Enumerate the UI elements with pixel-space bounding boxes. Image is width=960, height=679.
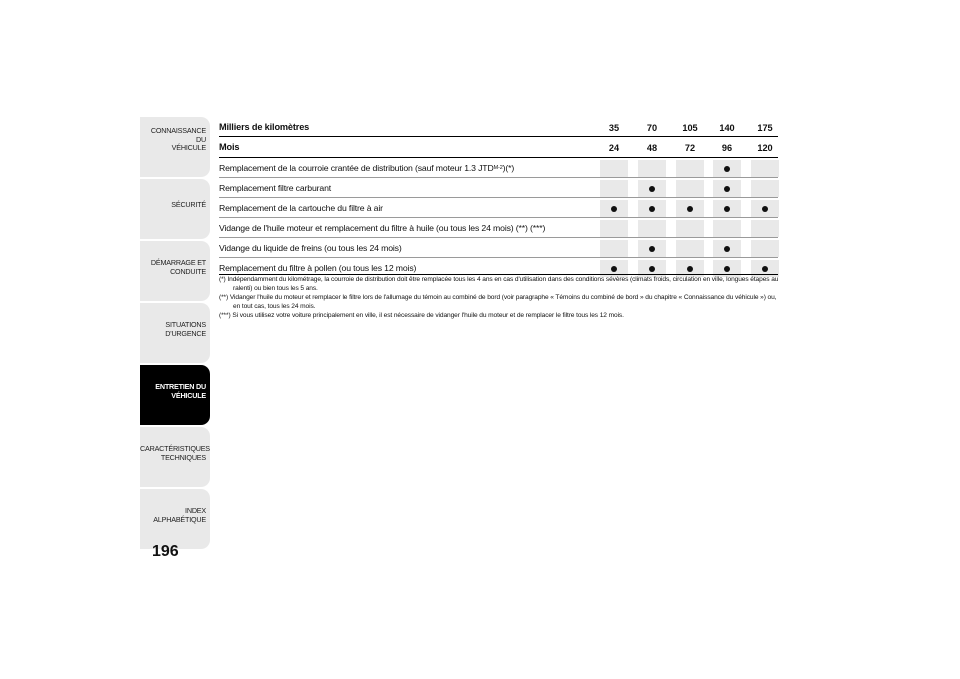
operation-label (219, 198, 599, 218)
table-row (219, 197, 778, 217)
schedule-cell (713, 240, 741, 257)
tab-label: CARACTÉRISTIQUES TECHNIQUES (140, 444, 210, 462)
scheduled-dot-icon (649, 246, 655, 252)
schedule-cell (638, 240, 666, 257)
operation-label-text: Remplacement du filtre à pollen (ou tous les 12 mois) (219, 263, 417, 273)
tab-connaissance-du-vehicule[interactable] (140, 117, 210, 177)
operation-label (219, 258, 599, 278)
schedule-cell (751, 200, 779, 217)
scheduled-dot-icon (687, 266, 693, 272)
scheduled-dot-icon (762, 206, 768, 212)
tab-securite[interactable] (140, 179, 210, 239)
km-value: 175 (757, 122, 773, 133)
schedule-cell (751, 220, 779, 237)
maintenance-table (219, 117, 778, 277)
schedule-cell (638, 180, 666, 197)
schedule-cell (751, 160, 779, 177)
schedule-cell (713, 180, 741, 197)
operation-label (219, 218, 599, 238)
scheduled-dot-icon (724, 166, 730, 172)
schedule-cell (638, 200, 666, 217)
operation-label (219, 178, 599, 198)
tab-index-alphabetique[interactable] (140, 489, 210, 549)
table-row (219, 217, 778, 237)
km-value: 70 (646, 122, 658, 133)
operation-label-text: Remplacement de la cartouche du filtre à air (219, 203, 383, 213)
schedule-cell (676, 160, 704, 177)
scheduled-dot-icon (724, 266, 730, 272)
tab-caracteristiques-techniques[interactable] (140, 427, 210, 487)
schedule-cell (713, 220, 741, 237)
tab-demarrage-et-conduite[interactable] (140, 241, 210, 301)
schedule-cell (713, 200, 741, 217)
km-value: 105 (682, 122, 698, 133)
operation-label-subscript: M-2 (493, 165, 503, 171)
footnote: (**) Vidanger l'huile du moteur et remplacer le filtre lors de l'allumage du témoin au combiné de bord (voir paragraphe « Témoins du combiné de bord » du chapitre « Connaissance du véhicule ») ou, en tout cas, tous les 24 mois. (219, 294, 777, 310)
operation-label-text: Remplacement de la courroie crantée de distribution (sauf moteur 1.3 JTD (219, 163, 494, 173)
km-header-row (219, 117, 778, 137)
schedule-cell (713, 160, 741, 177)
footnote: (***) Si vous utilisez votre voiture principalement en ville, il est nécessaire de vidanger l'huile du moteur et de remplacer le filtre tous les 12 mois. (219, 312, 624, 320)
footnote: (*) Indépendamment du kilométrage, la courroie de distribution doit être remplacée tous les 4 ans en cas d'utilisation dans des conditions sévères (climats froids, circulation en ville, longues étapes au ralenti) ou bien tous les 5 ans. (219, 276, 779, 292)
operation-label (219, 238, 599, 258)
operation-label-text: Vidange du liquide de freins (ou tous les 24 mois) (219, 243, 402, 253)
schedule-cell (676, 180, 704, 197)
tab-label: SITUATIONS D'URGENCE (165, 320, 206, 338)
months-value: 24 (608, 142, 620, 153)
months-value: 72 (684, 142, 696, 153)
tab-label: ENTRETIEN DU VÉHICULE (155, 382, 206, 400)
km-value: 35 (608, 122, 620, 133)
months-value: 96 (721, 142, 733, 153)
scheduled-dot-icon (687, 206, 693, 212)
operation-label (219, 158, 599, 178)
months-value: 120 (757, 142, 773, 153)
operation-label-suffix: )(*) (502, 163, 515, 173)
page-number: 196 (152, 543, 179, 560)
months-value: 48 (646, 142, 658, 153)
schedule-cell (638, 160, 666, 177)
scheduled-dot-icon (649, 206, 655, 212)
months-header-label: Mois (219, 142, 240, 152)
operation-label-text: Remplacement filtre carburant (219, 183, 332, 193)
km-value: 140 (719, 122, 735, 133)
scheduled-dot-icon (724, 206, 730, 212)
schedule-cell (638, 220, 666, 237)
scheduled-dot-icon (762, 266, 768, 272)
table-row (219, 157, 778, 177)
scheduled-dot-icon (724, 246, 730, 252)
scheduled-dot-icon (724, 186, 730, 192)
table-bottom-rule (219, 274, 778, 275)
scheduled-dot-icon (649, 266, 655, 272)
operation-label-text: Vidange de l'huile moteur et remplacement du filtre à huile (ou tous les 24 mois) (**) (***) (219, 223, 546, 233)
scheduled-dot-icon (649, 186, 655, 192)
schedule-cell (676, 200, 704, 217)
schedule-cell (676, 240, 704, 257)
schedule-cell (751, 180, 779, 197)
tab-entretien-du-vehicule[interactable] (140, 365, 210, 425)
schedule-cell (751, 240, 779, 257)
schedule-cell (600, 220, 628, 237)
schedule-cell (600, 180, 628, 197)
km-header-label: Milliers de kilomètres (219, 122, 310, 132)
scheduled-dot-icon (611, 206, 617, 212)
tab-label: DÉMARRAGE ET CONDUITE (150, 258, 206, 276)
table-row (219, 237, 778, 257)
table-row (219, 177, 778, 197)
tab-situations-durgence[interactable] (140, 303, 210, 363)
schedule-cell (676, 220, 704, 237)
footnotes (219, 276, 779, 322)
schedule-cell (600, 160, 628, 177)
tab-label: SÉCURITÉ (171, 200, 206, 209)
months-header-row (219, 137, 778, 157)
schedule-cell (600, 200, 628, 217)
tab-label: INDEX ALPHABÉTIQUE (153, 506, 206, 524)
tab-label: CONNAISSANCE DU VÉHICULE (150, 126, 206, 152)
schedule-cell (600, 240, 628, 257)
scheduled-dot-icon (611, 266, 617, 272)
